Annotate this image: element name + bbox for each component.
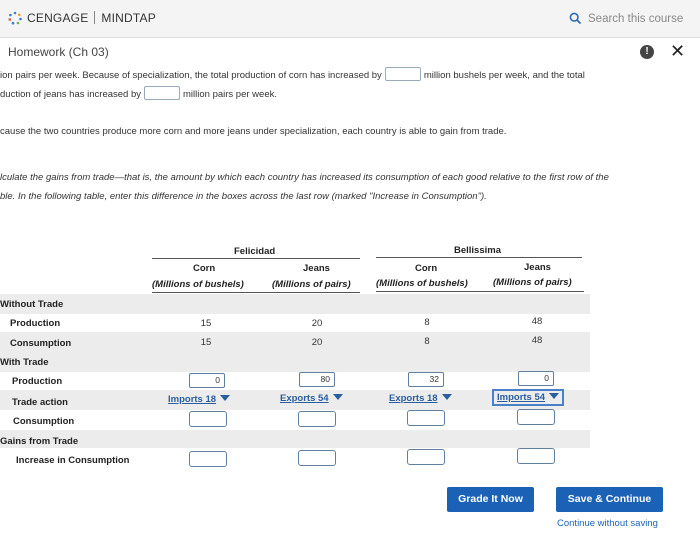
increase-input-felicidad-jeans[interactable] xyxy=(298,450,336,466)
question-text: duction of jeans has increased by xyxy=(0,89,142,100)
header-rule xyxy=(152,258,360,259)
caret-down-icon xyxy=(442,394,452,400)
top-bar xyxy=(0,0,700,38)
question-line-1 xyxy=(0,67,585,81)
search-placeholder: Search this course xyxy=(588,13,684,25)
row-consumption: Consumption xyxy=(10,338,72,349)
search-box[interactable] xyxy=(563,9,691,29)
good-header: Jeans xyxy=(524,262,551,273)
caret-down-icon xyxy=(333,394,343,400)
trade-action-value: Imports 18 xyxy=(168,394,217,405)
trade-action-value: Exports 54 xyxy=(280,393,329,404)
consumption-input-bellissima-jeans[interactable] xyxy=(517,409,555,425)
country-header-felicidad: Felicidad xyxy=(234,246,276,257)
row-band xyxy=(0,430,590,448)
trade-action-value: Exports 18 xyxy=(389,393,438,404)
row-band xyxy=(0,294,590,314)
cell-value: 20 xyxy=(311,318,323,329)
increase-input-bellissima-jeans[interactable] xyxy=(517,448,555,464)
good-header: Corn xyxy=(193,263,216,274)
brand[interactable] xyxy=(27,11,156,25)
cell-value: 20 xyxy=(311,337,323,348)
question-text: ion pairs per week. Because of specialization, the total production of corn has increased by xyxy=(0,70,382,81)
consumption-input-felicidad-jeans[interactable] xyxy=(298,411,336,427)
caret-down-icon xyxy=(220,395,230,401)
corn-increase-input[interactable] xyxy=(385,67,421,81)
row-band xyxy=(0,352,590,372)
increase-input-bellissima-corn[interactable] xyxy=(407,449,445,465)
brand-divider xyxy=(94,11,95,24)
consumption-input-bellissima-corn[interactable] xyxy=(407,410,445,426)
question-line-5: ble. In the following table, enter this difference in the boxes across the last row (marked "Increase in Consumption"). xyxy=(0,191,487,202)
cell-value: 48 xyxy=(531,316,543,327)
section-with-trade: With Trade xyxy=(0,357,49,368)
row-trade-action: Trade action xyxy=(12,397,68,408)
unit-header: (Millions of bushels) xyxy=(152,279,244,290)
consumption-input-felicidad-corn[interactable] xyxy=(189,411,227,427)
cell-value: 48 xyxy=(531,335,543,346)
header-rule xyxy=(376,257,582,258)
page-title: Homework (Ch 03) xyxy=(8,45,109,59)
question-text: million bushels per week, and the total xyxy=(423,70,585,81)
cengage-logo-icon xyxy=(8,11,22,25)
jeans-increase-input[interactable] xyxy=(144,86,180,100)
production-input-felicidad-corn[interactable]: 0 xyxy=(189,373,225,388)
row-production: Production xyxy=(10,318,61,329)
section-without-trade: Without Trade xyxy=(0,299,64,310)
increase-input-felicidad-corn[interactable] xyxy=(189,451,227,467)
question-text: million pairs per week. xyxy=(183,89,277,100)
search-icon xyxy=(569,12,582,25)
header-rule xyxy=(376,291,584,292)
production-input-bellissima-jeans[interactable]: 0 xyxy=(518,371,554,386)
cell-value: 8 xyxy=(424,336,430,347)
header-rule xyxy=(152,292,360,293)
production-input-bellissima-corn[interactable]: 32 xyxy=(408,372,444,387)
brand-cengage: CENGAGE xyxy=(27,11,89,25)
cell-value: 15 xyxy=(200,318,212,329)
trade-action-dropdown-felicidad-jeans[interactable] xyxy=(280,393,343,404)
unit-header: (Millions of bushels) xyxy=(376,278,468,289)
brand-mindtap: MINDTAP xyxy=(101,11,156,25)
caret-down-icon xyxy=(549,393,559,399)
unit-header: (Millions of pairs) xyxy=(272,279,351,290)
row-production-with-trade: Production xyxy=(12,376,63,387)
grade-it-now-button[interactable]: Grade It Now xyxy=(447,487,534,512)
row-consumption-with-trade: Consumption xyxy=(13,416,75,427)
row-band xyxy=(0,332,590,352)
save-and-continue-button[interactable]: Save & Continue xyxy=(556,487,663,512)
close-icon[interactable]: ✕ xyxy=(670,41,686,61)
section-gains-from-trade: Gains from Trade xyxy=(0,436,79,447)
production-input-felicidad-jeans[interactable]: 80 xyxy=(299,372,335,387)
cell-value: 8 xyxy=(424,317,430,328)
trade-action-dropdown-felicidad-corn[interactable] xyxy=(168,394,230,405)
question-line-2 xyxy=(0,86,277,100)
unit-header: (Millions of pairs) xyxy=(493,277,572,288)
cell-value: 15 xyxy=(200,337,212,348)
continue-without-saving-link[interactable]: Continue without saving xyxy=(557,518,658,529)
trade-action-value: Imports 54 xyxy=(497,392,546,403)
good-header: Corn xyxy=(415,263,438,274)
trade-action-dropdown-bellissima-jeans[interactable] xyxy=(492,389,564,406)
row-increase-in-consumption: Increase in Consumption xyxy=(16,455,130,466)
good-header: Jeans xyxy=(303,263,330,274)
info-icon[interactable]: ! xyxy=(640,45,654,59)
question-line-4: lculate the gains from trade—that is, the amount by which each country has increased its consumption of each good relative to the first row of the xyxy=(0,172,609,183)
question-line-3: cause the two countries produce more corn and more jeans under specialization, each country is able to gain from trade. xyxy=(0,126,507,137)
trade-action-dropdown-bellissima-corn[interactable] xyxy=(389,393,452,404)
country-header-bellissima: Bellissima xyxy=(454,245,501,256)
